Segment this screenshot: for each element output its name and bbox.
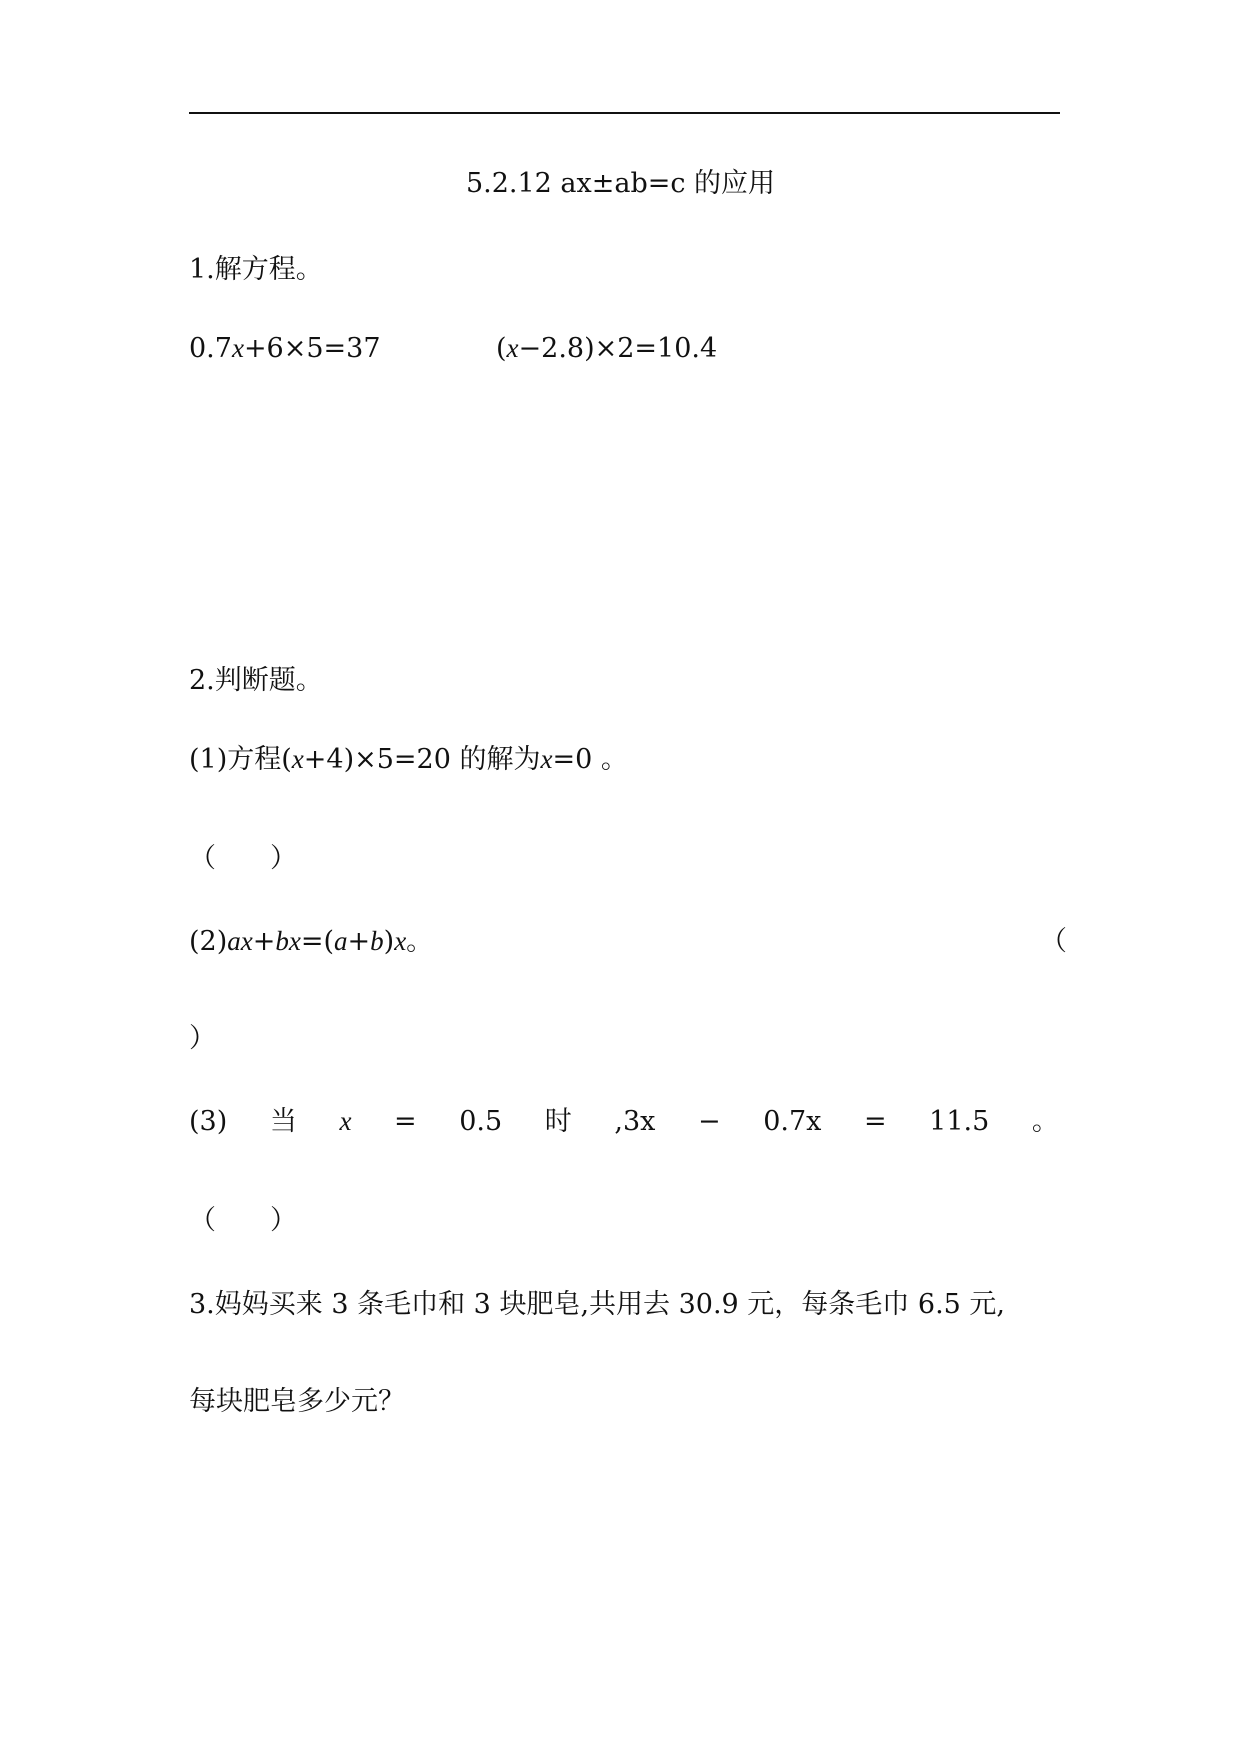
q3-text-line-1: 3.妈妈买来 3 条毛巾和 3 块肥皂,共用去 30.9 元，每条毛巾 6.5 元, xyxy=(189,1289,1005,1320)
q2-item-3-answer-blank[interactable]: （ ） xyxy=(189,1205,297,1236)
q2-item-2-answer-open[interactable]: （ xyxy=(1040,926,1067,957)
q2-heading: 2.判断题。 xyxy=(189,665,323,696)
q2-item-3: (3) 当 x = 0.5 时 ,3x − 0.7x = 11.5 。 xyxy=(189,1106,1059,1137)
q2-item-1: (1)方程(x+4)×5=20 的解为x=0 。 xyxy=(189,744,628,775)
q2-item-2-answer-close[interactable]: ） xyxy=(189,1023,216,1054)
q1-equation-2: (x−2.8)×2=10.4 xyxy=(496,333,718,364)
header-rule xyxy=(189,112,1060,114)
q2-item-1-answer-blank[interactable]: （ ） xyxy=(189,843,297,874)
q1-equation-1: 0.7x+6×5=37 xyxy=(189,333,381,364)
q3-text-line-2: 每块肥皂多少元？ xyxy=(189,1386,405,1417)
q1-heading: 1.解方程。 xyxy=(189,254,323,285)
q2-item-2: (2)ax+bx=(a+b)x。 xyxy=(189,926,434,957)
page-title: 5.2.12 ax±ab=c 的应用 xyxy=(465,168,776,199)
